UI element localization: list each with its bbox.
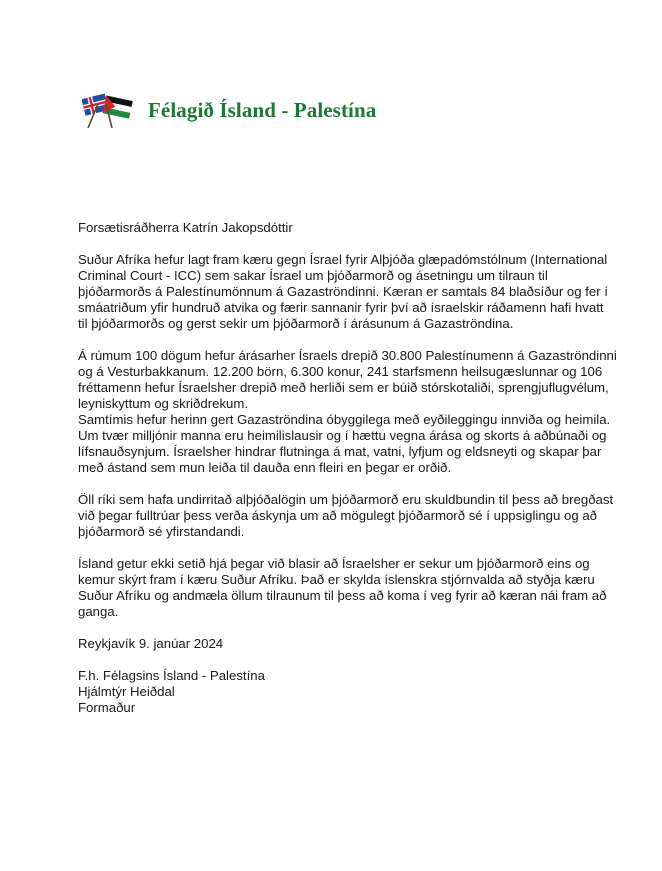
paragraph-iceland-duty: Ísland getur ekki setið hjá þegar við blasir að Ísraelsher er sekur um þjóðarmorð eins og kemur skýrt fram í kæru Suður Afríku. Það er skylda íslenskra stjórnvalda að styðja kæru Suður Afríku og andmæla öllum tilraunum til þess að koma í veg fyrir að kæran nái fram að ganga. [78,556,607,619]
paragraph-casualties: Á rúmum 100 dögum hefur árásarher Ísraels drepið 30.800 Palestínumenn á Gazaströndinni og á Vesturbakkanum. 12.200 börn, 6.300 konur, 241 starfsmenn heilsugæslunnar og 106 fréttamenn hefur Ísraelsher drepið með herliði sem er búið stórskotaliði, sprengjuflugvélum, leyniskyttum og skriðdrekum. Samtímis hefur herinn gert Gazaströndina óbyggilega með eyðileggingu innviða og heimila. Um tvær milljónir manna eru heimilislausir og í hættu vegna árása og skorts á aðbúnaði og lífsnauðsynjum. Ísraelsher hindrar flutninga á mat, vatni, lyfjum og eldsneyti og skapar þar með ástand sem mun leiða til dauða enn fleiri en þegar er orðið. [78,348,617,475]
salutation: Forsætisráðherra Katrín Jakopsdóttir [78,220,293,235]
iceland-palestine-flags-icon [82,90,134,130]
signature-on-behalf: F.h. Félagsins Ísland - Palestína [78,668,265,683]
organization-title: Félagið Ísland - Palestína [148,97,377,122]
signature-block [78,668,588,716]
paragraph-genocide-convention: Öll ríki sem hafa undirritað alþjóðalögin um þjóðarmorð eru skuldbundin til þess að bregðast við þegar fulltrúar þess verða áskynja um að mögulegt þjóðarmorð sé í uppsiglingu og að þjóðarmorð sé yfirstandandi. [78,492,614,539]
letter-date: Reykjavík 9. janúar 2024 [78,636,224,651]
paragraph-icc-case: Suður Afríka hefur lagt fram kæru gegn Ísrael fyrir Alþjóða glæpadómstólnum (International Criminal Court - ICC) sem sakar Ísrael um þjóðarmorð og ásetningu um tilraun til þjóðarmorðs á Palestínumönnum á Gazaströndinni. Kæran er samtals 84 blaðsíður og fer í smáatriðum yfir hundruð atvika og færir sannanir fyrir því að ísraelskir ráðamenn hafi hvatt til þjóðarmorðs og gerst sekir um þjóðarmorð í árásunum á Gazaströndina. [78,252,608,331]
signature-role: Formaður [78,700,136,715]
letter-body [78,220,617,716]
letterhead [82,90,376,130]
signature-name: Hjálmtýr Heiðdal [78,684,175,699]
